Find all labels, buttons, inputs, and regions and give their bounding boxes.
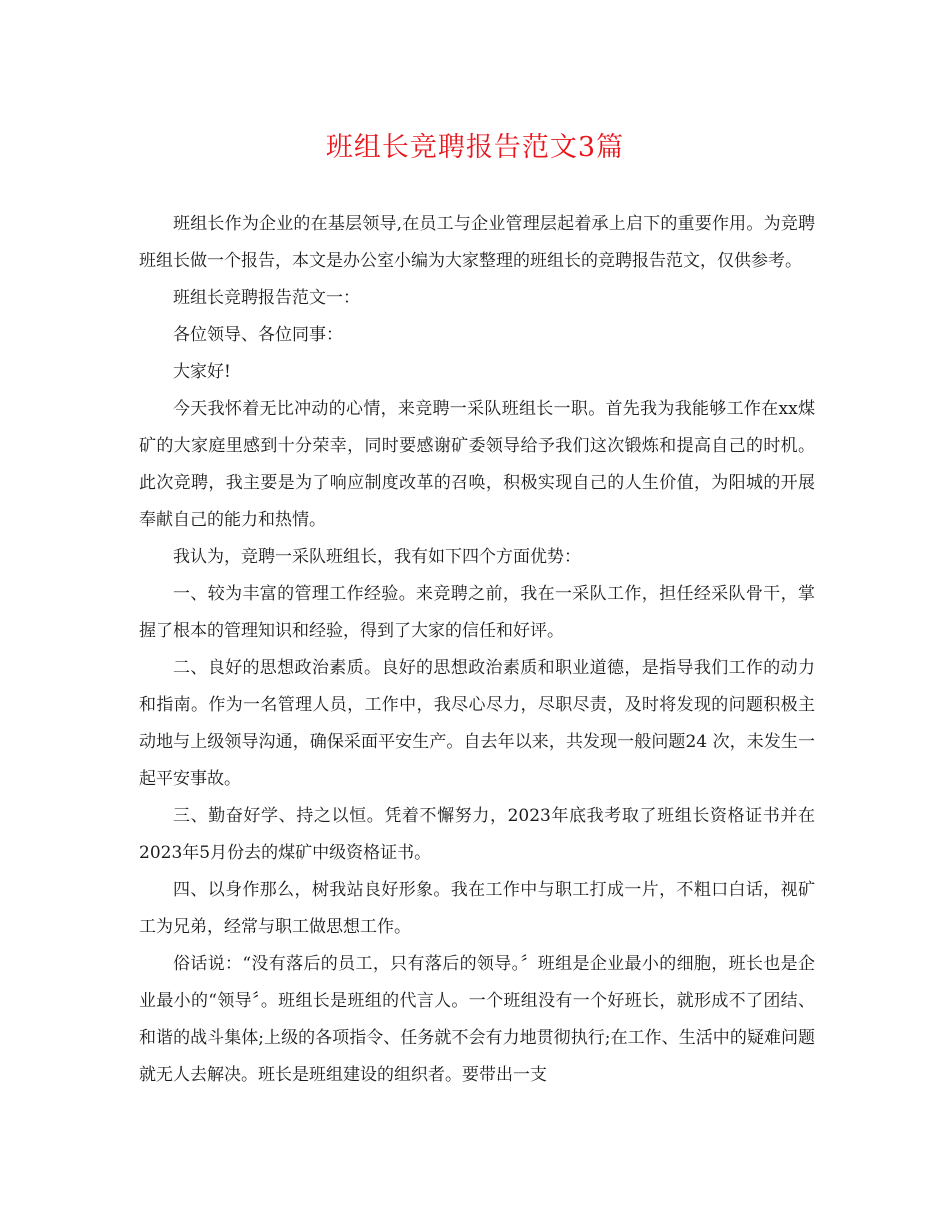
paragraph-opening: 今天我怀着无比冲动的心情，来竞聘一采队班组长一职。首先我为我能够工作在xx煤矿的大家庭里感到十分荣幸，同时要感谢矿委领导给予我们这次锻炼和提高自己的时机。此次竞聘，我主要是为了响应制度改革的召唤，积极实现自己的人生价值，为阳城的开展奉献自己的能力和热情。 <box>139 399 815 530</box>
paragraph-advantage-2: 二、良好的思想政治素质。良好的思想政治素质和职业道德，是指导我们工作的动力和指南。作为一名管理人员，工作中，我尽心尽力，尽职尽责，及时将发现的问题积极主动地与上级领导沟通，确保采面平安生产。自去年以来，共发现一般问题24 次，未发生一起平安事故。 <box>139 658 815 789</box>
paragraph-proverb: 俗话说：“没有落后的员工，只有落后的领导。〞班组是企业最小的细胞，班长也是企业最小的“领导〞。班组长是班组的代言人。一个班组没有一个好班长，就形成不了团结、和谐的战斗集体;上级的各项指令、任务就不会有力地贯彻执行;在工作、生活中的疑难问题就无人去解决。班长是班组建设的组织者。要带出一支 <box>139 954 815 1085</box>
document-title: 班组长竞聘报告范文3篇 <box>325 132 625 163</box>
paragraph-section-heading: 班组长竞聘报告范文一： <box>173 288 360 308</box>
paragraph-advantages-intro: 我认为，竞聘一采队班组长，我有如下四个方面优势： <box>173 547 581 567</box>
paragraph-advantage-4: 四、以身作那么，树我站良好形象。我在工作中与职工打成一片，不粗口白话，视矿工为兄弟，经常与职工做思想工作。 <box>139 880 815 937</box>
paragraph-greeting: 大家好! <box>173 362 231 382</box>
paragraph-advantage-1: 一、较为丰富的管理工作经验。来竞聘之前，我在一采队工作，担任经采队骨干，掌握了根本的管理知识和经验，得到了大家的信任和好评。 <box>139 584 815 641</box>
document-body <box>139 206 815 1094</box>
paragraph-advantage-3: 三、勤奋好学、持之以恒。凭着不懈努力，2023年底我考取了班组长资格证书并在2023年5月份去的煤矿中级资格证书。 <box>139 806 815 863</box>
paragraph-intro: 班组长作为企业的在基层领导,在员工与企业管理层起着承上启下的重要作用。为竞聘班组长做一个报告，本文是办公室小编为大家整理的班组长的竞聘报告范文，仅供参考。 <box>139 214 815 271</box>
paragraph-salutation: 各位领导、各位同事： <box>173 325 343 345</box>
